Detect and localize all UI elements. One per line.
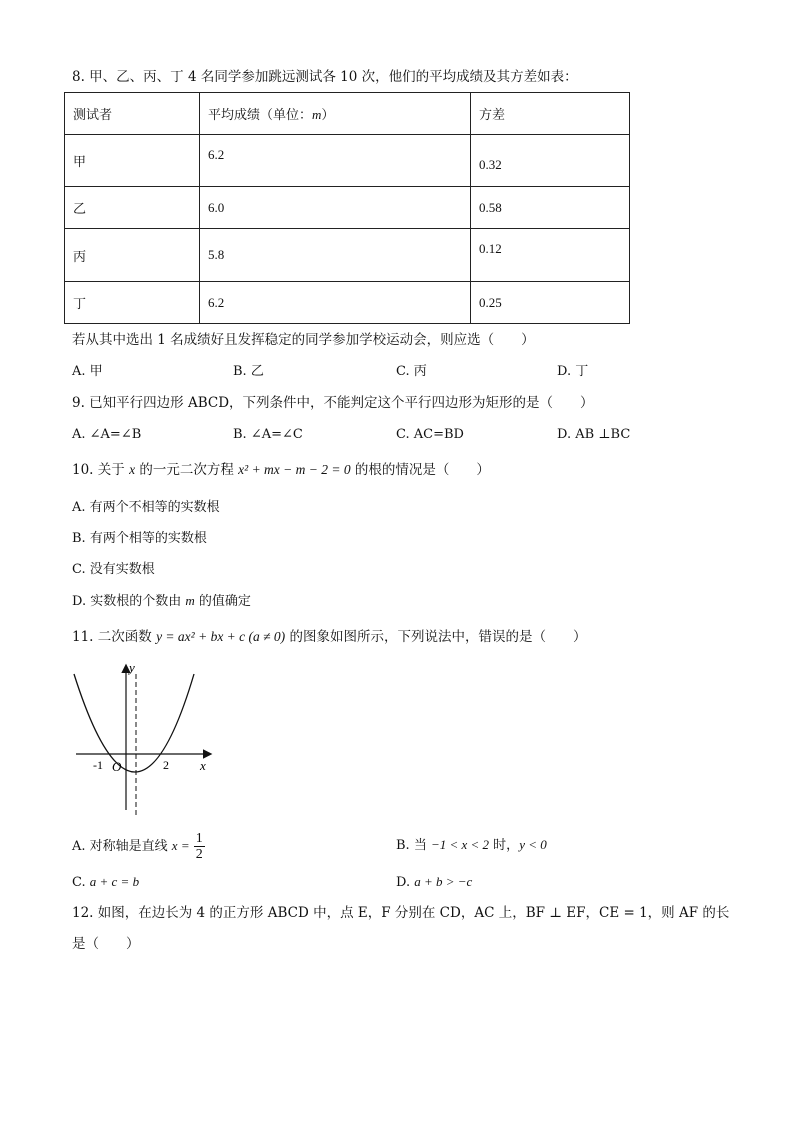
q11-option-d (396, 873, 472, 892)
row-name: 甲 (65, 135, 200, 187)
header-close: ） (321, 108, 335, 123)
header-unit: m (312, 107, 322, 122)
q10-option-c: C. 没有实数根 (72, 562, 155, 577)
tick-2: 2 (163, 758, 169, 772)
q8-option-b: B. 乙 (233, 364, 264, 379)
q11-option-d-eq: a + b > −c (414, 874, 473, 889)
tick-neg1: -1 (93, 758, 103, 772)
origin-label: O (112, 759, 122, 774)
q10-option-b: B. 有两个相等的实数根 (72, 531, 207, 546)
y-label: y (129, 660, 135, 675)
q11-option-a-var: x = (171, 838, 190, 853)
q9-option-a: A. ∠A=∠B (72, 427, 142, 442)
q10-option-a: A. 有两个不相等的实数根 (72, 500, 220, 515)
row-average: 6.2 (200, 135, 471, 187)
q11-option-c-text: C. (72, 875, 90, 890)
q10-stem-text: 10. 关于 (72, 462, 130, 478)
q8-question: 若从其中选出 1 名成绩好且发挥稳定的同学参加学校运动会，则应选（ ） (72, 332, 535, 348)
row-name: 丙 (65, 229, 200, 282)
header-average (200, 93, 471, 135)
q11-option-a (72, 830, 205, 863)
row-variance: 0.32 (471, 135, 630, 187)
q10-stem (72, 461, 490, 479)
table-header-row (65, 93, 630, 135)
q10-equation: x² + mx − m − 2 = 0 (238, 462, 351, 477)
q9-stem: 9. 已知平行四边形 ABCD，下列条件中，不能判定这个平行四边形为矩形的是（ ） (72, 395, 594, 411)
table-row (65, 187, 630, 229)
q9-option-d: D. AB ⊥BC (557, 427, 631, 442)
q11-option-c (72, 873, 139, 892)
q11-stem-text: 11. 二次函数 (72, 629, 157, 645)
q8-option-a: A. 甲 (72, 364, 103, 379)
q9-option-c: C. AC=BD (396, 427, 464, 442)
row-average: 5.8 (200, 229, 471, 282)
q10-option-d-text: D. 实数根的个数由 (72, 594, 186, 609)
row-variance: 0.58 (471, 187, 630, 229)
q11-option-b-cond: −1 < x < 2 (430, 837, 490, 852)
fraction-numerator: 1 (195, 831, 203, 846)
q11-stem-text2: 的图象如图所示，下列说法中，错误的是（ ） (285, 629, 587, 645)
q11-option-b (396, 836, 547, 855)
q12-stem-line2: 是（ ） (72, 936, 140, 952)
q10-var-x: x (129, 462, 136, 477)
q9-option-b: B. ∠A=∠C (233, 427, 303, 442)
q11-option-c-eq: a + c = b (89, 874, 140, 889)
q8-option-d: D. 丁 (557, 364, 589, 379)
q11-option-a-text: A. 对称轴是直线 (72, 839, 172, 854)
header-tester: 测试者 (65, 93, 200, 135)
parabola-curve (74, 674, 194, 772)
row-average: 6.2 (200, 282, 471, 324)
parabola-graph (66, 660, 226, 820)
row-average: 6.0 (200, 187, 471, 229)
q11-function: y = ax² + bx + c (a ≠ 0) (156, 629, 286, 644)
q11-option-b-result: y < 0 (519, 837, 547, 852)
x-label: x (200, 758, 206, 773)
q11-option-b-mid: 时， (489, 838, 520, 853)
q8-option-c: C. 丙 (396, 364, 427, 379)
row-variance: 0.12 (471, 229, 630, 282)
q8-stem: 8. 甲、乙、丙、丁 4 名同学参加跳远测试各 10 次，他们的平均成绩及其方差如表： (72, 69, 578, 85)
row-name: 乙 (65, 187, 200, 229)
q10-var-m: m (185, 593, 195, 608)
table-row (65, 282, 630, 324)
table-row (65, 229, 630, 282)
row-name: 丁 (65, 282, 200, 324)
q10-option-d (72, 592, 251, 611)
q10-option-d-text2: 的值确定 (194, 594, 251, 609)
q11-stem (72, 628, 586, 646)
q11-option-d-text: D. (396, 875, 415, 890)
row-variance: 0.25 (471, 282, 630, 324)
q11-option-b-text: B. 当 (396, 838, 431, 853)
q10-stem-text2: 的一元二次方程 (135, 462, 239, 478)
table-row (65, 135, 630, 187)
score-table (64, 92, 630, 324)
q10-stem-text3: 的根的情况是（ ） (350, 462, 490, 478)
header-average-label: 平均成绩（单位： (208, 108, 313, 123)
fraction-denominator: 2 (195, 847, 203, 862)
fraction-one-half (194, 831, 205, 862)
header-variance: 方差 (471, 93, 630, 135)
q12-stem-line1: 12. 如图，在边长为 4 的正方形 ABCD 中，点 E，F 分别在 CD，AC 上，BF ⊥ EF，CE = 1，则 AF 的长 (72, 905, 730, 921)
